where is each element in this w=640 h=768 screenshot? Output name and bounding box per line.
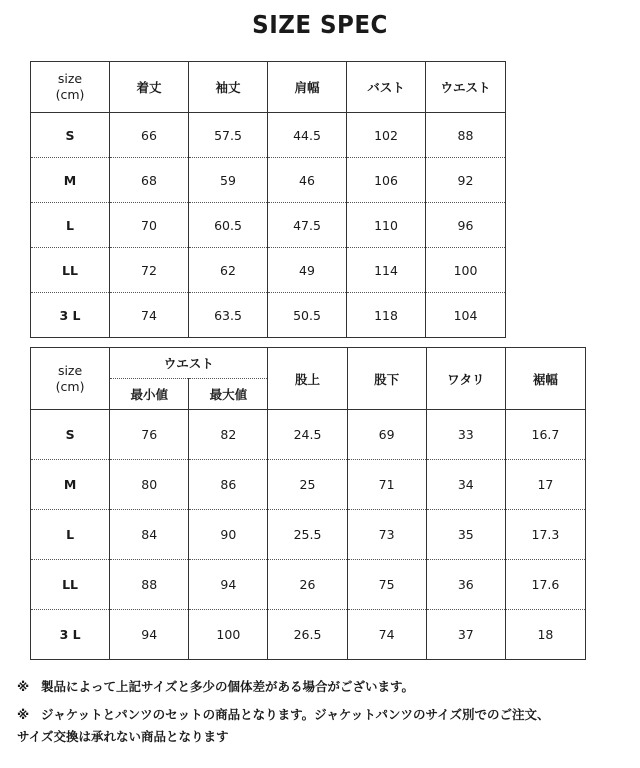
value-cell: 44.5 <box>268 113 347 158</box>
column-header-sleeve: 袖丈 <box>189 62 268 113</box>
size-cell: L <box>31 510 110 560</box>
value-cell: 102 <box>347 113 426 158</box>
table-header-row <box>31 348 586 379</box>
column-header-waist-max: 最大値 <box>189 379 268 410</box>
value-cell: 106 <box>347 158 426 203</box>
size-cell: S <box>31 410 110 460</box>
note-text <box>17 704 550 748</box>
table-row <box>31 113 506 158</box>
value-cell: 37 <box>426 610 505 660</box>
column-header-waist-min: 最小値 <box>110 379 189 410</box>
column-header-waist: ウエスト <box>110 348 268 379</box>
size-cell: LL <box>31 560 110 610</box>
column-header-thigh: ワタリ <box>426 348 505 410</box>
column-header-waist: ウエスト <box>426 62 506 113</box>
table-row <box>31 158 506 203</box>
value-cell: 73 <box>347 510 426 560</box>
size-cell: LL <box>31 248 110 293</box>
size-unit-header <box>31 62 110 113</box>
value-cell: 36 <box>426 560 505 610</box>
value-cell: 80 <box>110 460 189 510</box>
value-cell: 100 <box>426 248 506 293</box>
value-cell: 104 <box>426 293 506 338</box>
column-header-inseam: 股下 <box>347 348 426 410</box>
column-header-rise: 股上 <box>268 348 347 410</box>
size-cell: M <box>31 158 110 203</box>
value-cell: 25.5 <box>268 510 347 560</box>
value-cell: 35 <box>426 510 505 560</box>
value-cell: 110 <box>347 203 426 248</box>
value-cell: 24.5 <box>268 410 347 460</box>
notes-section <box>17 676 627 748</box>
unit-label: (cm) <box>55 87 85 102</box>
value-cell: 60.5 <box>189 203 268 248</box>
size-cell: L <box>31 203 110 248</box>
value-cell: 72 <box>110 248 189 293</box>
value-cell: 70 <box>110 203 189 248</box>
value-cell: 49 <box>268 248 347 293</box>
value-cell: 88 <box>426 113 506 158</box>
value-cell: 25 <box>268 460 347 510</box>
value-cell: 34 <box>426 460 505 510</box>
table-row <box>31 248 506 293</box>
value-cell: 68 <box>110 158 189 203</box>
value-cell: 63.5 <box>189 293 268 338</box>
value-cell: 92 <box>426 158 506 203</box>
value-cell: 17 <box>505 460 585 510</box>
column-header-shoulder: 肩幅 <box>268 62 347 113</box>
value-cell: 94 <box>110 610 189 660</box>
value-cell: 17.6 <box>505 560 585 610</box>
value-cell: 75 <box>347 560 426 610</box>
column-header-hem: 裾幅 <box>505 348 585 410</box>
value-cell: 26 <box>268 560 347 610</box>
size-unit-header <box>31 348 110 410</box>
value-cell: 46 <box>268 158 347 203</box>
value-cell: 88 <box>110 560 189 610</box>
note-line: サイズ交換は承れない商品となります <box>17 729 229 744</box>
value-cell: 71 <box>347 460 426 510</box>
value-cell: 86 <box>189 460 268 510</box>
table-row <box>31 293 506 338</box>
value-cell: 66 <box>110 113 189 158</box>
value-cell: 50.5 <box>268 293 347 338</box>
note-item <box>17 676 627 698</box>
table-row <box>31 460 586 510</box>
column-header-bust: バスト <box>347 62 426 113</box>
value-cell: 33 <box>426 410 505 460</box>
value-cell: 57.5 <box>189 113 268 158</box>
value-cell: 76 <box>110 410 189 460</box>
value-cell: 84 <box>110 510 189 560</box>
value-cell: 26.5 <box>268 610 347 660</box>
table-row <box>31 610 586 660</box>
value-cell: 74 <box>347 610 426 660</box>
value-cell: 17.3 <box>505 510 585 560</box>
jacket-size-table <box>30 61 506 338</box>
table-row <box>31 410 586 460</box>
note-line: ジャケットとパンツのセットの商品となります。ジャケットパンツのサイズ別でのご注文、 <box>41 707 550 722</box>
note-mark: ※ <box>17 707 30 722</box>
value-cell: 82 <box>189 410 268 460</box>
value-cell: 94 <box>189 560 268 610</box>
table-row <box>31 203 506 248</box>
value-cell: 16.7 <box>505 410 585 460</box>
note-mark: ※ <box>17 679 30 694</box>
value-cell: 114 <box>347 248 426 293</box>
value-cell: 59 <box>189 158 268 203</box>
note-text: 製品によって上記サイズと多少の個体差がある場合がございます。 <box>41 679 415 694</box>
value-cell: 47.5 <box>268 203 347 248</box>
value-cell: 18 <box>505 610 585 660</box>
size-cell: M <box>31 460 110 510</box>
table-row <box>31 560 586 610</box>
size-cell: 3 L <box>31 293 110 338</box>
size-cell: 3 L <box>31 610 110 660</box>
pants-size-table <box>30 347 586 660</box>
value-cell: 69 <box>347 410 426 460</box>
value-cell: 96 <box>426 203 506 248</box>
value-cell: 90 <box>189 510 268 560</box>
size-cell: S <box>31 113 110 158</box>
column-header-length: 着丈 <box>110 62 189 113</box>
value-cell: 74 <box>110 293 189 338</box>
size-label: size <box>57 71 83 86</box>
page-title: SIZE SPEC <box>252 10 388 39</box>
value-cell: 118 <box>347 293 426 338</box>
value-cell: 62 <box>189 248 268 293</box>
unit-label: (cm) <box>55 378 85 394</box>
note-item <box>17 704 627 748</box>
size-label: size <box>57 362 83 378</box>
value-cell: 100 <box>189 610 268 660</box>
table-row <box>31 510 586 560</box>
table-header-row <box>31 62 506 113</box>
